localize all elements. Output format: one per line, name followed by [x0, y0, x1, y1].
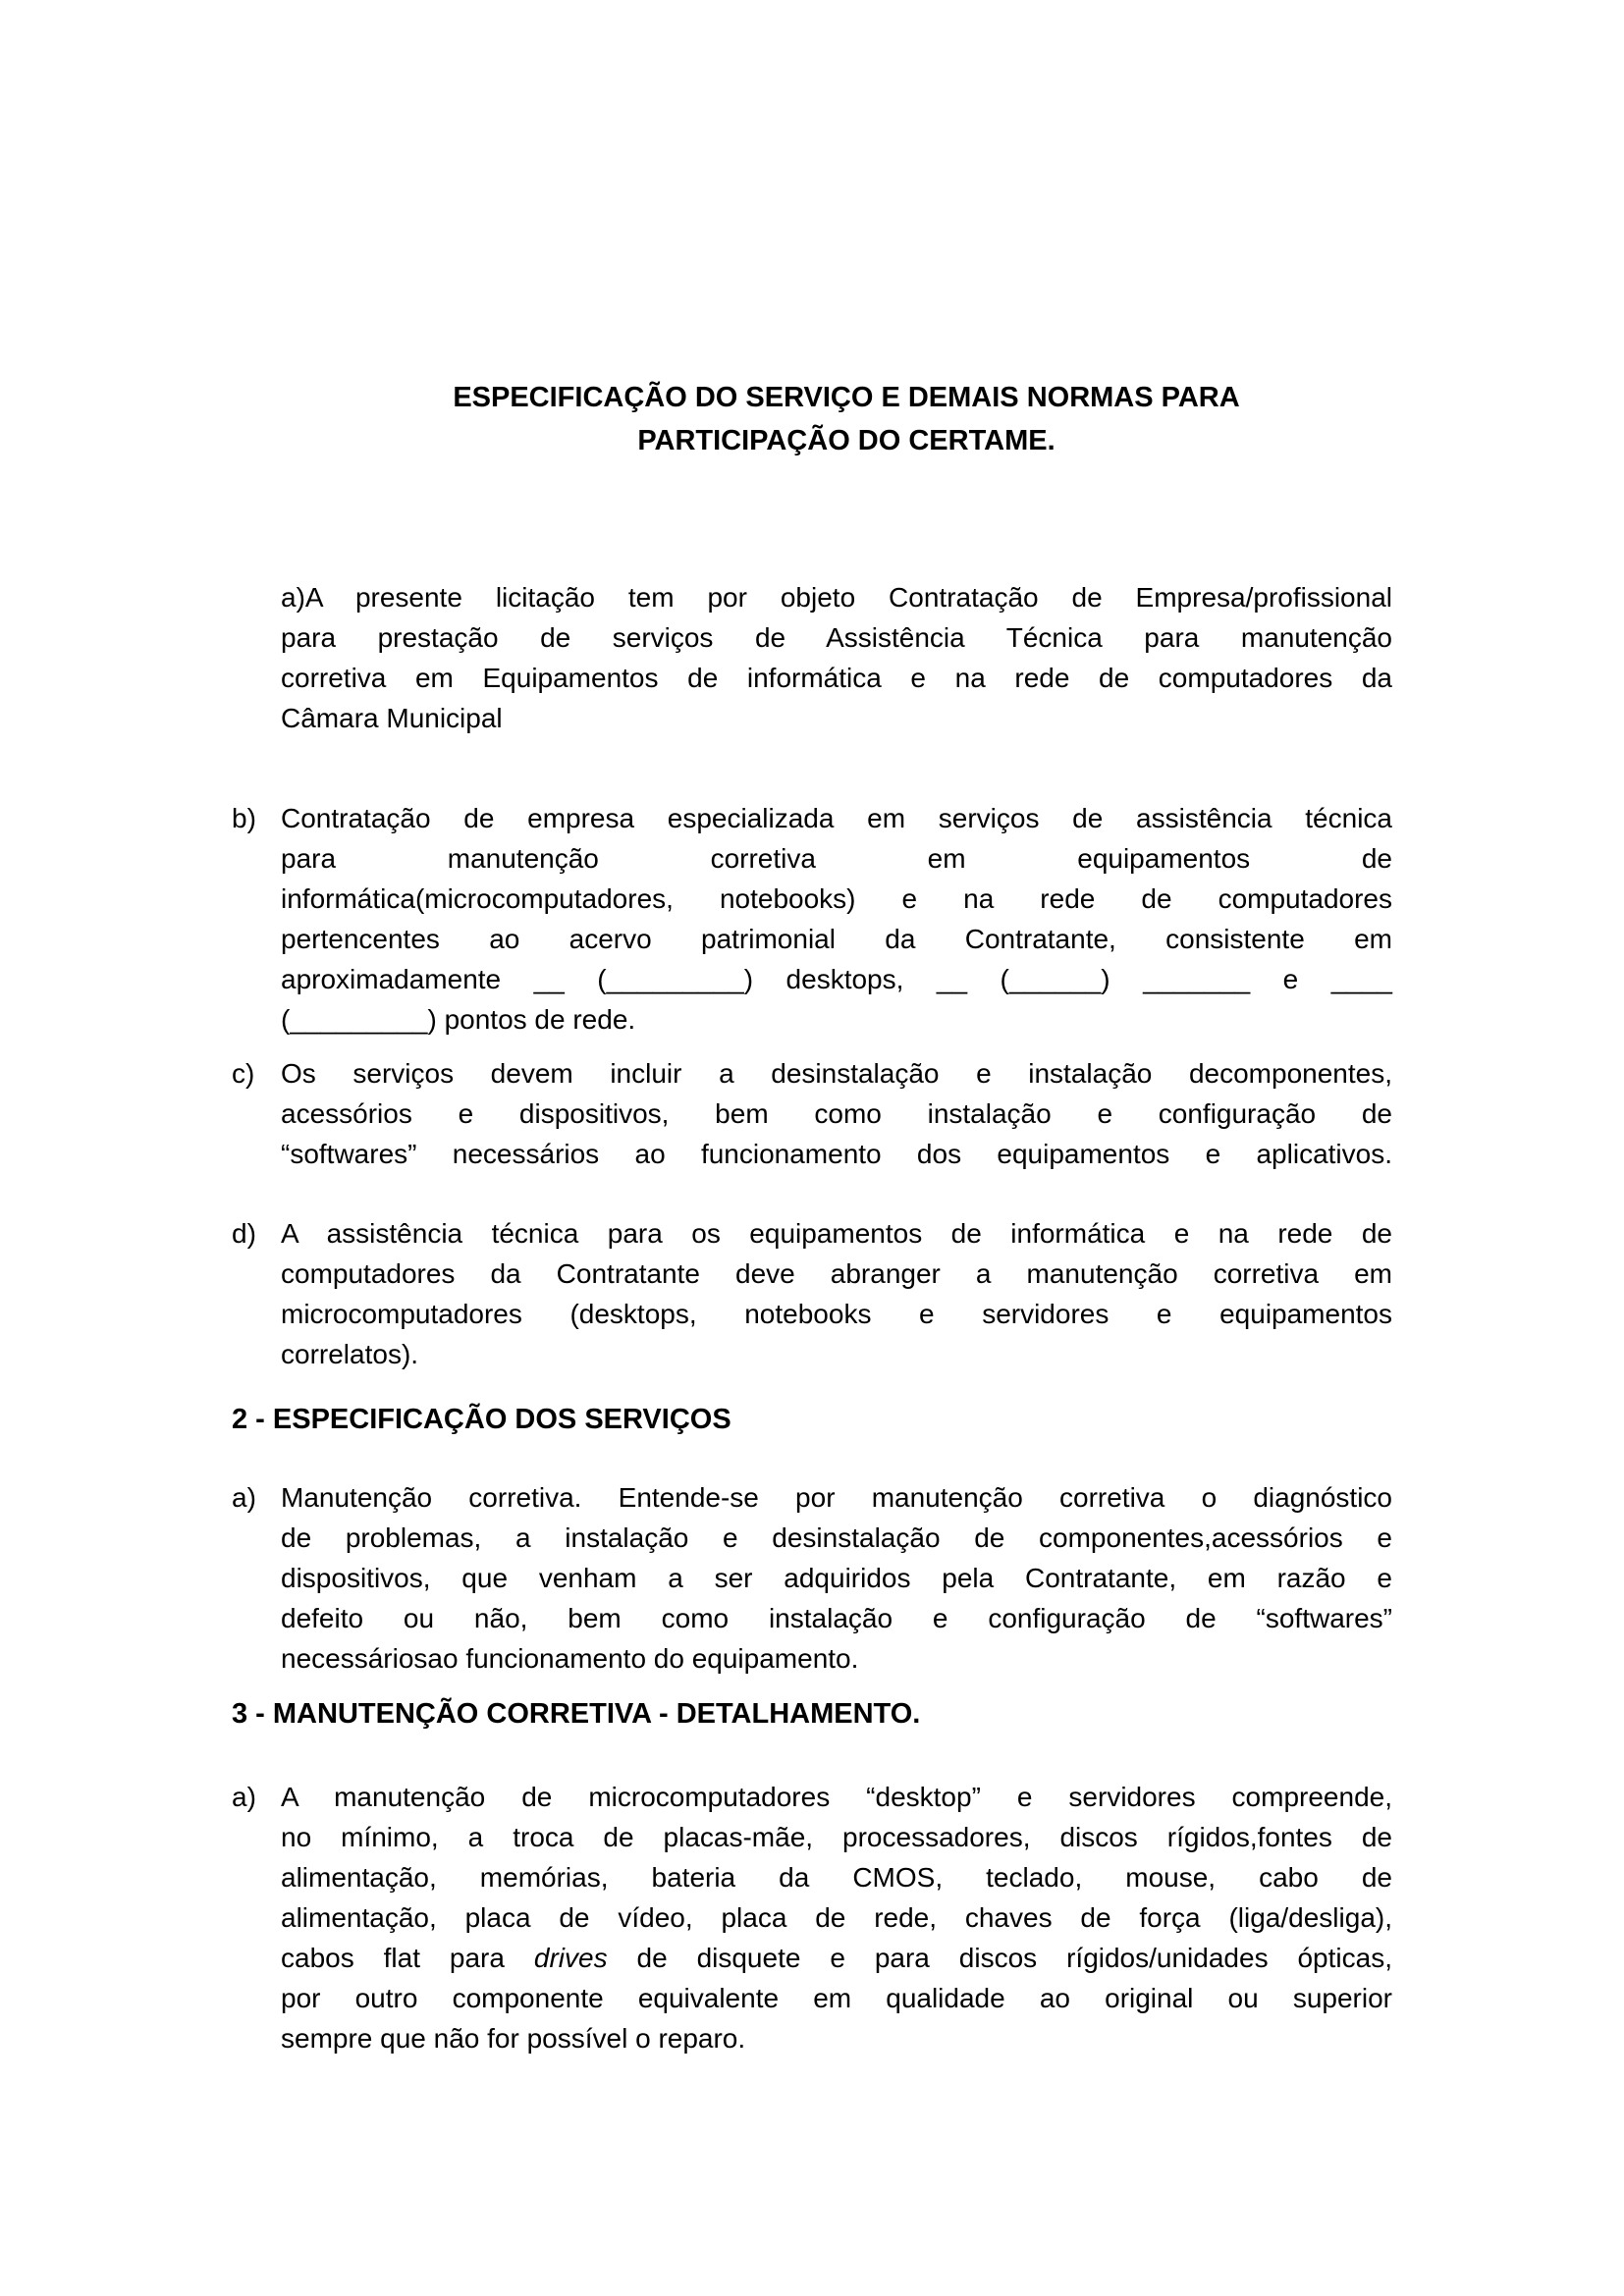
- text-line: “softwares” necessários ao funcionamento dos equipamentos e aplicativos.: [281, 1139, 1392, 1169]
- paragraph-body: [232, 1477, 1392, 1679]
- text-line: Câmara Municipal: [281, 703, 503, 733]
- list-item-3a: [232, 1777, 1392, 2058]
- text-line: pertencentes ao acervo patrimonial da Contratante, consistente em: [281, 924, 1392, 954]
- document-body: [232, 577, 1392, 2058]
- paragraph-body: [232, 1053, 1392, 1174]
- text-line: acessórios e dispositivos, bem como instalação e configuração de: [281, 1098, 1392, 1129]
- text-line: sempre que não for possível o reparo.: [281, 2023, 746, 2054]
- text-line: para manutenção corretiva em equipamentos de: [281, 843, 1392, 874]
- text-line: Manutenção corretiva. Entende-se por manutenção corretiva o diagnóstico: [281, 1482, 1392, 1513]
- text-line: informática(microcomputadores, notebooks) e na rede de computadores: [281, 883, 1392, 914]
- text-line: defeito ou não, bem como instalação e configuração de “softwares”: [281, 1603, 1392, 1633]
- text-line: computadores da Contratante deve abranger a manutenção corretiva em: [281, 1258, 1392, 1289]
- text-line: necessáriosao funcionamento do equipamento.: [281, 1643, 859, 1674]
- text-line: (_________) pontos de rede.: [281, 1004, 636, 1035]
- text-line: a)A presente licitação tem por objeto Contratação de Empresa/profissional: [281, 582, 1392, 613]
- paragraph-intro-a: [232, 577, 1392, 738]
- text-line: corretiva em Equipamentos de informática e na rede de computadores da: [281, 663, 1392, 693]
- text-line: para prestação de serviços de Assistência Técnica para manutenção: [281, 622, 1392, 653]
- text-line: alimentação, placa de vídeo, placa de rede, chaves de força (liga/desliga),: [281, 1902, 1392, 1933]
- paragraph-body: [232, 577, 1392, 738]
- italic-text-run: drives: [533, 1943, 608, 1973]
- list-item-2a: [232, 1477, 1392, 1679]
- list-item-d: [232, 1213, 1392, 1374]
- document-title-line-2: PARTICIPAÇÃO DO CERTAME.: [637, 425, 1056, 456]
- list-marker: b): [232, 803, 256, 833]
- text-line: correlatos).: [281, 1339, 419, 1369]
- text-line: aproximadamente __ (_________) desktops, __ (______) _______ e ____: [281, 964, 1392, 994]
- list-item-c: [232, 1053, 1392, 1174]
- text-run: cabos flat para: [281, 1943, 534, 1973]
- text-line: alimentação, memórias, bateria da CMOS, teclado, mouse, cabo de: [281, 1862, 1392, 1893]
- document-content: [232, 0, 1392, 2058]
- text-line: no mínimo, a troca de placas-mãe, processadores, discos rígidos,fontes de: [281, 1822, 1392, 1852]
- section-heading-2: 2 - ESPECIFICAÇÃO DOS SERVIÇOS: [232, 1404, 731, 1435]
- section-heading-3: 3 - MANUTENÇÃO CORRETIVA - DETALHAMENTO.: [232, 1698, 921, 1730]
- text-run: de disquete e para discos rígidos/unidades ópticas,: [607, 1943, 1392, 1973]
- text-line: Os serviços devem incluir a desinstalação e instalação decomponentes,: [281, 1058, 1392, 1089]
- list-marker: d): [232, 1218, 256, 1249]
- text-line: Contratação de empresa especializada em serviços de assistência técnica: [281, 803, 1392, 833]
- text-line: microcomputadores (desktops, notebooks e servidores e equipamentos: [281, 1299, 1392, 1329]
- list-marker: c): [232, 1058, 255, 1089]
- text-line: dispositivos, que venham a ser adquiridos pela Contratante, em razão e: [281, 1563, 1392, 1593]
- paragraph-body: [232, 1777, 1392, 2058]
- list-marker: a): [232, 1782, 256, 1812]
- document-title: [232, 376, 1392, 462]
- document-title-line-1: ESPECIFICAÇÃO DO SERVIÇO E DEMAIS NORMAS PARA: [453, 382, 1240, 413]
- text-line: A manutenção de microcomputadores “desktop” e servidores compreende,: [281, 1782, 1392, 1812]
- text-line: A assistência técnica para os equipamentos de informática e na rede de: [281, 1218, 1392, 1249]
- list-marker: a): [232, 1482, 256, 1513]
- list-item-b: [232, 798, 1392, 1040]
- text-line: [281, 1938, 1392, 1978]
- paragraph-body: [232, 798, 1392, 1040]
- text-line: de problemas, a instalação e desinstalação de componentes,acessórios e: [281, 1522, 1392, 1553]
- text-line: por outro componente equivalente em qualidade ao original ou superior: [281, 1983, 1392, 2013]
- paragraph-body: [232, 1213, 1392, 1374]
